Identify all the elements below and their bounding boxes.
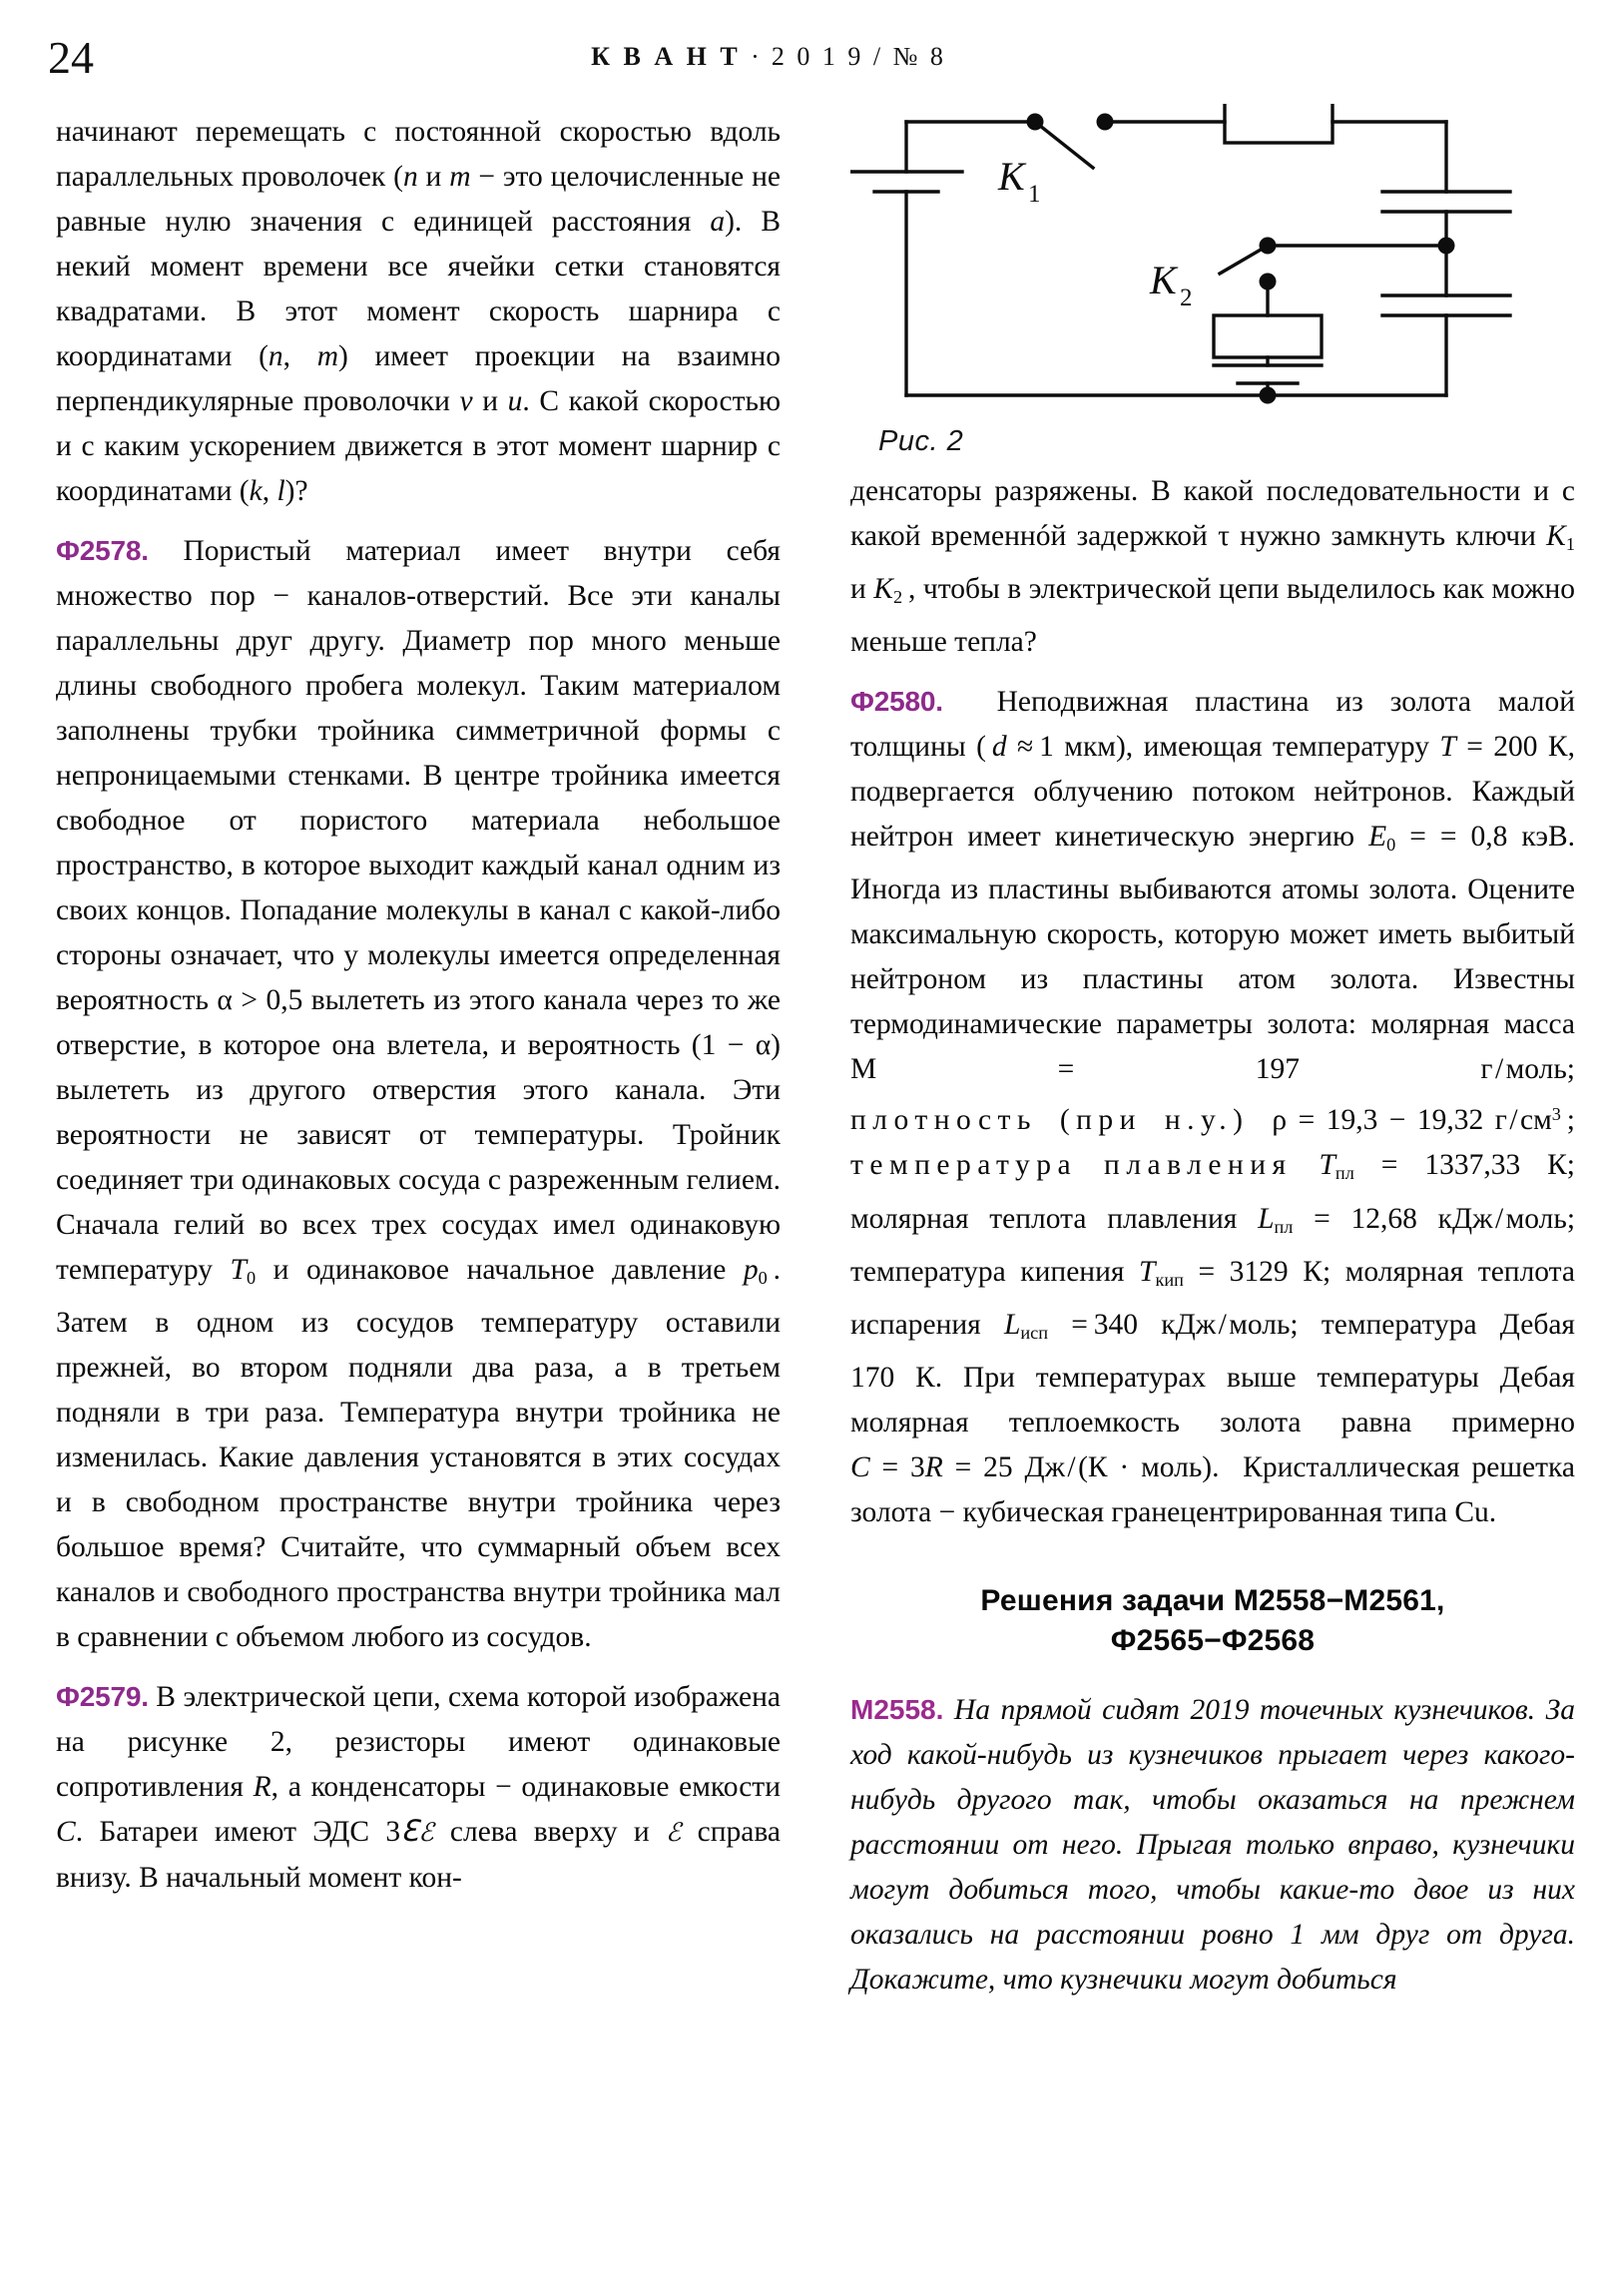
page-number: 24 [48,32,94,83]
problem-2580-label: Ф2580. [850,686,943,718]
journal-name: К В А Н Т [591,42,742,71]
switch-K2-label: K [1150,258,1177,302]
switch-K1-blade [1035,122,1093,168]
problem-2578: Ф2578. Пористый материал имеет внутри себя множество пор − каналов-отверстий. Все эти каналы параллельны друг другу. Диаметр пор много меньше длины свободного пробега молекул. Таким материалом заполнены трубки тройника симметричной формы с непроницаемыми стенками. В центре тройника имеется свободное от пористого материала небольшое пространство, в которое выходит каждый канал одним из своих концов. Попадание молекулы в канал с какой-либо стороны означает, что у молекулы имеется определенная вероятность α > 0,5 вылететь из этого канала через то же отверстие, в которое она влетела, и вероятность (1 − α) вылететь из другого отверстия этого канала. Эти вероятности не зависят от температуры. Тройник соединяет три одинаковых сосуда с разреженным гелием. Сначала гелий во всех трех сосудах имел одинаковую температуру $T_0$ и одинаковое начальное давление $p_0$ . Затем в одном из сосудов температуру оставили прежней, во втором подняли два раза, а в третьем подняли в три раза. Температура внутри тройника не изменилась. Какие давления установятся в этих сосудах и в свободном пространстве внутри тройника через большое время? Считайте, что суммарный объем всех каналов и свободного пространства внутри тройника мал в сравнении с объемом любого из сосудов. [56,535,781,1654]
circuit-figure [850,104,1579,443]
solutions-heading-line1: Решения задачи М2558−М2561, [980,1583,1445,1617]
node-K1-contact [1097,114,1114,131]
solutions-heading [850,1581,1575,1661]
problem-2580: Ф2580. Неподвижная пластина из золота малой толщины ( d ≈ 1 мкм), имеющая температуру T = 200 К, подвергается облучению потоком нейтронов. Каждый нейтрон имеет кинетическую энергию $E_0$ = = 0,8 кэВ. Иногда из пластины выбиваются атомы золота. Оцените максимальную скорость, которую может иметь выбитый нейтроном из пластины атом золота. Известны термодинамические параметры золота: молярная масса М = 197 г / моль; плотность (при н.у.) ρ = 19,3 − 19,32 г / $см^3$ ; температура плавления $T_{пл} = 1337,33$ К; молярная теплота плавления $L_{пл} = 12,68$ кДж / моль; температура кипения $T_{кип} = 3129$ К; молярная теплота испарения $L_{исп} = 340$ кДж / моль; температура Дебая 170 К. При температурах выше температуры Дебая молярная теплоемкость золота равна примерно C = 3R = 25 Дж / (К · моль). Кристаллическая решетка золота − кубическая гранецентрированная типа Cu. [850,686,1576,1528]
problem-2578-label: Ф2578. [56,535,149,566]
switch-K1-label: K [998,154,1025,199]
node-right-rail-mid [1438,238,1455,255]
circuit-diagram-svg [850,104,1579,443]
separator-dot: · [751,42,762,71]
left-column [56,110,781,1901]
junction-dots [1027,114,1455,404]
issue-number: 2 0 1 9 / № 8 [771,42,946,71]
running-head [0,30,1597,86]
problem-2579: Ф2579. В электрической цепи, схема которой изображена на рисунке 2, резисторы имеют одинаковые сопротивления R, а конденсаторы − одинаковые емкости C. Батареи имеют ЭДС 3ℇℰ слева вверху и ℰ справа внизу. В начальный момент кон- [56,1681,782,1895]
node-K1-pivot [1027,114,1044,131]
figure-caption: Рис. 2 [878,425,964,457]
switch-K2-subscript: 2 [1180,285,1193,311]
node-K2-top [1260,238,1277,255]
resistor-top [1225,104,1332,143]
solution-2558: М2558. На прямой сидят 2019 точечных кузнечиков. За ход какой-нибудь из кузнечиков прыгает через какого-нибудь другого так, чтобы оказаться на прежнем расстоянии от него. Прыгая только вправо, кузнечики могут добиться того, чтобы какие-то двое из них оказались на расстоянии ровно 1 мм друг от друга. Докажите, что кузнечики могут добиться [850,1693,1575,1996]
switch-K1-subscript: 1 [1028,181,1041,208]
paragraph-continuation: начинают перемещать с постоянной скоростью вдоль параллельных проволочек (n и m − это целочисленные не равные нулю значения с единицей расстояния a). В некий момент времени все ячейки сетки становятся квадратами. В этот момент скорость шарнира с координатами (n, m) имеет проекции на взаимно перпендикулярные проволочки v и u. С какой скоростью и с каким ускорением движется в этот момент шарнир с координатами (k, l)? [56,116,782,507]
solutions-heading-line2: Ф2565−Ф2568 [1110,1623,1316,1657]
resistor-lower [1214,315,1322,357]
journal-title-line [0,40,1597,74]
problem-2579-label: Ф2579. [56,1681,149,1713]
paragraph-2579-continuation: денсаторы разряжены. В какой последовательности и с какой временнóй задержкой τ нужно замкнуть ключи $K_1$ и $K_2$ , чтобы в электрической цепи выделилось как можно меньше тепла? [850,475,1575,659]
node-K2-bottom [1260,274,1277,290]
right-column [850,469,1575,2003]
node-bottom-branch [1260,387,1277,404]
solution-2558-label: М2558. [850,1693,944,1725]
